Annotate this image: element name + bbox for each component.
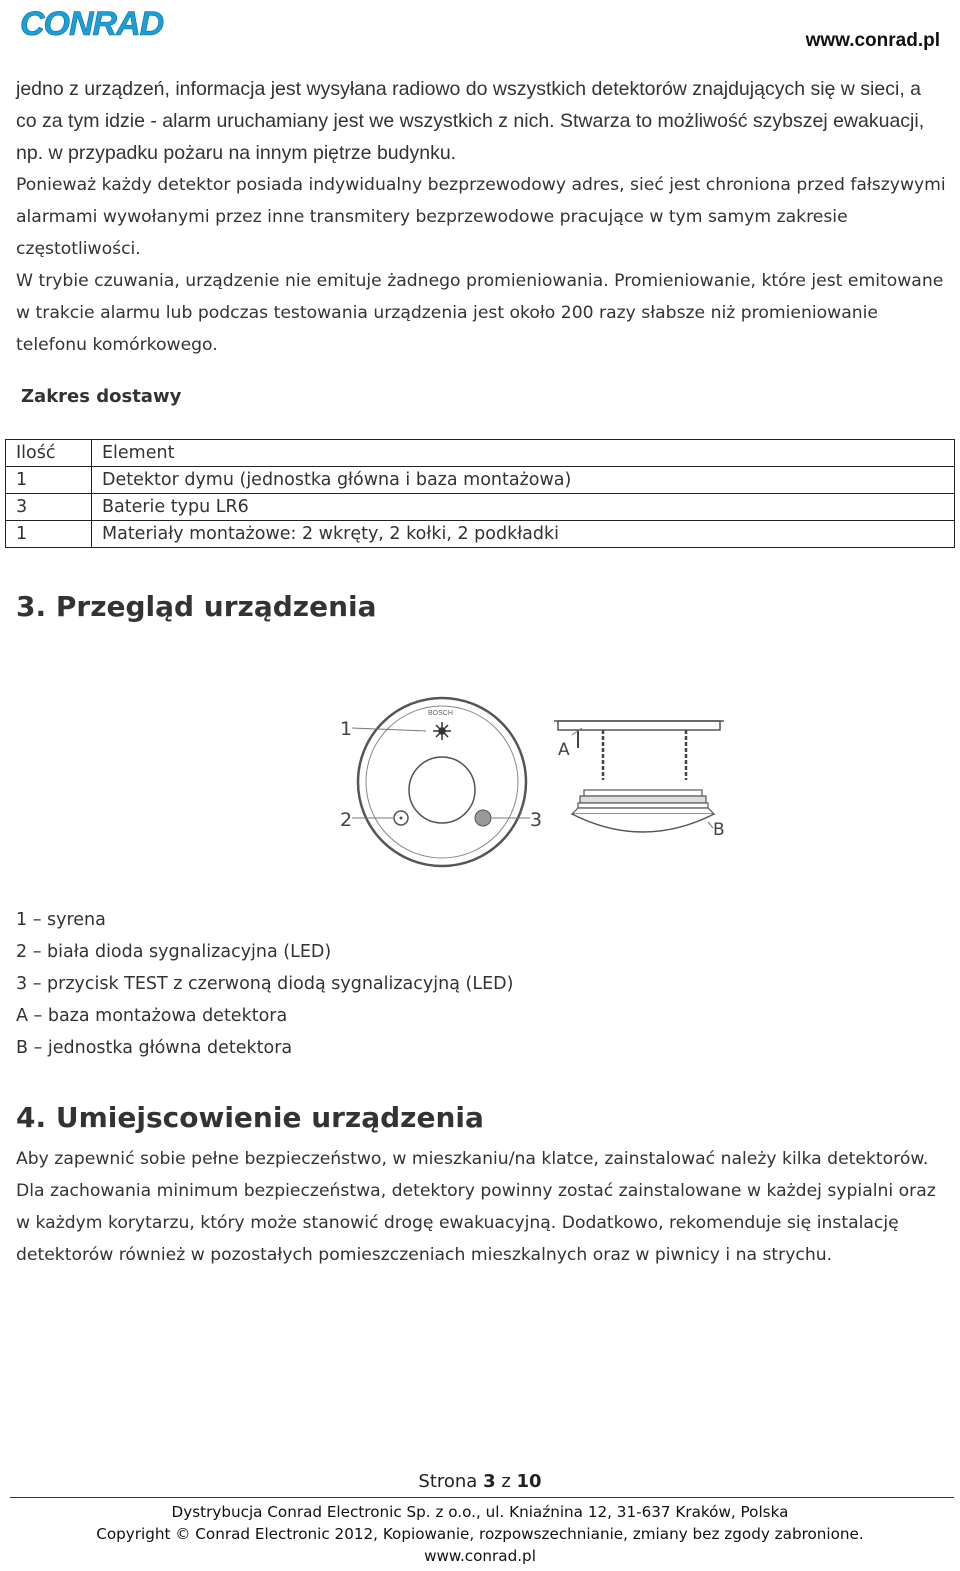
overview-heading: 3. Przegląd urządzenia: [16, 590, 377, 623]
footer-divider: [10, 1497, 954, 1498]
table-cell: 3: [6, 494, 92, 521]
header-website[interactable]: www.conrad.pl: [805, 30, 940, 51]
list-item: B – jednostka główna detektora: [16, 1038, 293, 1058]
placement-heading: 4. Umiejscowienie urządzenia: [16, 1101, 484, 1134]
label-1: 1: [340, 718, 353, 740]
label-b: B: [713, 820, 725, 840]
brand-label: BOSCH: [428, 710, 453, 717]
table-row: [6, 494, 955, 521]
list-item: A – baza montażowa detektora: [16, 1006, 288, 1026]
label-2: 2: [340, 809, 353, 831]
intro-paragraph-2: Ponieważ każdy detektor posiada indywidualny bezprzewodowy adres, sieć jest chroniona przed fałszywymi alarmami wywołanymi przez inne transmitery bezprzewodowe pracujące w tym samym zakresie częstotliwości.: [16, 175, 946, 259]
table-row: [6, 467, 955, 494]
device-diagram: [330, 690, 740, 875]
delivery-table: [5, 439, 955, 548]
table-cell: Materiały montażowe: 2 wkręty, 2 kołki, 2 podkładki: [92, 521, 955, 548]
page-total: 10: [516, 1471, 542, 1492]
intro-paragraph-1: jedno z urządzeń, informacja jest wysyłana radiowo do wszystkich detektorów znajdujących się w sieci, a co za tym idzie - alarm uruchamiany jest we wszystkich z nich. Stwarza to możliwość szybszej ewakuacji, np. w przypadku pożaru na innym piętrze budynku.: [16, 78, 925, 164]
list-item: 3 – przycisk TEST z czerwoną diodą sygnalizacyjną (LED): [16, 974, 514, 994]
test-button: [475, 810, 491, 826]
table-cell: Baterie typu LR6: [92, 494, 955, 521]
footer-website[interactable]: www.conrad.pl: [424, 1547, 536, 1565]
page-separator: z: [501, 1471, 511, 1492]
detector-top-view: [340, 698, 542, 866]
table-cell: Detektor dymu (jednostka główna i baza montażowa): [92, 467, 955, 494]
delivery-heading: Zakres dostawy: [21, 386, 182, 407]
page-current: 3: [483, 1471, 496, 1492]
label-3: 3: [530, 809, 543, 831]
table-cell: 1: [6, 521, 92, 548]
table-header-cell: Element: [92, 440, 955, 467]
conrad-logo: [18, 4, 170, 42]
detector-side-view: [554, 721, 725, 840]
list-item: 2 – biała dioda sygnalizacyjna (LED): [16, 942, 332, 962]
legend-list: [16, 904, 513, 1064]
footer-line-2: Copyright © Conrad Electronic 2012, Kopiowanie, rozpowszechnianie, zmiany bez zgody zabronione.: [96, 1525, 864, 1543]
placement-text: Aby zapewnić sobie pełne bezpieczeństwo, w mieszkaniu/na klatce, zainstalować należy kilka detektorów. Dla zachowania minimum bezpieczeństwa, detektory powinny zostać zainstalowane w każdej sypialni oraz w każdym korytarzu, który może stanowić drogę ewakuacyjną. Dodatkowo, rekomenduje się instalację detektorów również w pozostałych pomieszczeniach mieszkalnych oraz w piwnicy i na strychu.: [16, 1149, 936, 1265]
list-item: 1 – syrena: [16, 910, 106, 930]
footer-line-1: Dystrybucja Conrad Electronic Sp. z o.o., ul. Kniaźnina 12, 31-637 Kraków, Polska: [171, 1503, 789, 1521]
table-cell: 1: [6, 467, 92, 494]
intro-paragraph-3: W trybie czuwania, urządzenie nie emituje żadnego promieniowania. Promieniowanie, które jest emitowane w trakcie alarmu lub podczas testowania urządzenia jest około 200 razy słabsze niż promieniowanie telefonu komórkowego.: [16, 271, 944, 355]
page-prefix: Strona: [418, 1471, 478, 1492]
page-number: [0, 1471, 960, 1492]
logo-text: CONRAD: [20, 5, 164, 42]
table-header-cell: Ilość: [6, 440, 92, 467]
footer: [0, 1501, 960, 1567]
table-row: [6, 521, 955, 548]
table-header-row: [6, 440, 955, 467]
label-a: A: [558, 740, 570, 760]
